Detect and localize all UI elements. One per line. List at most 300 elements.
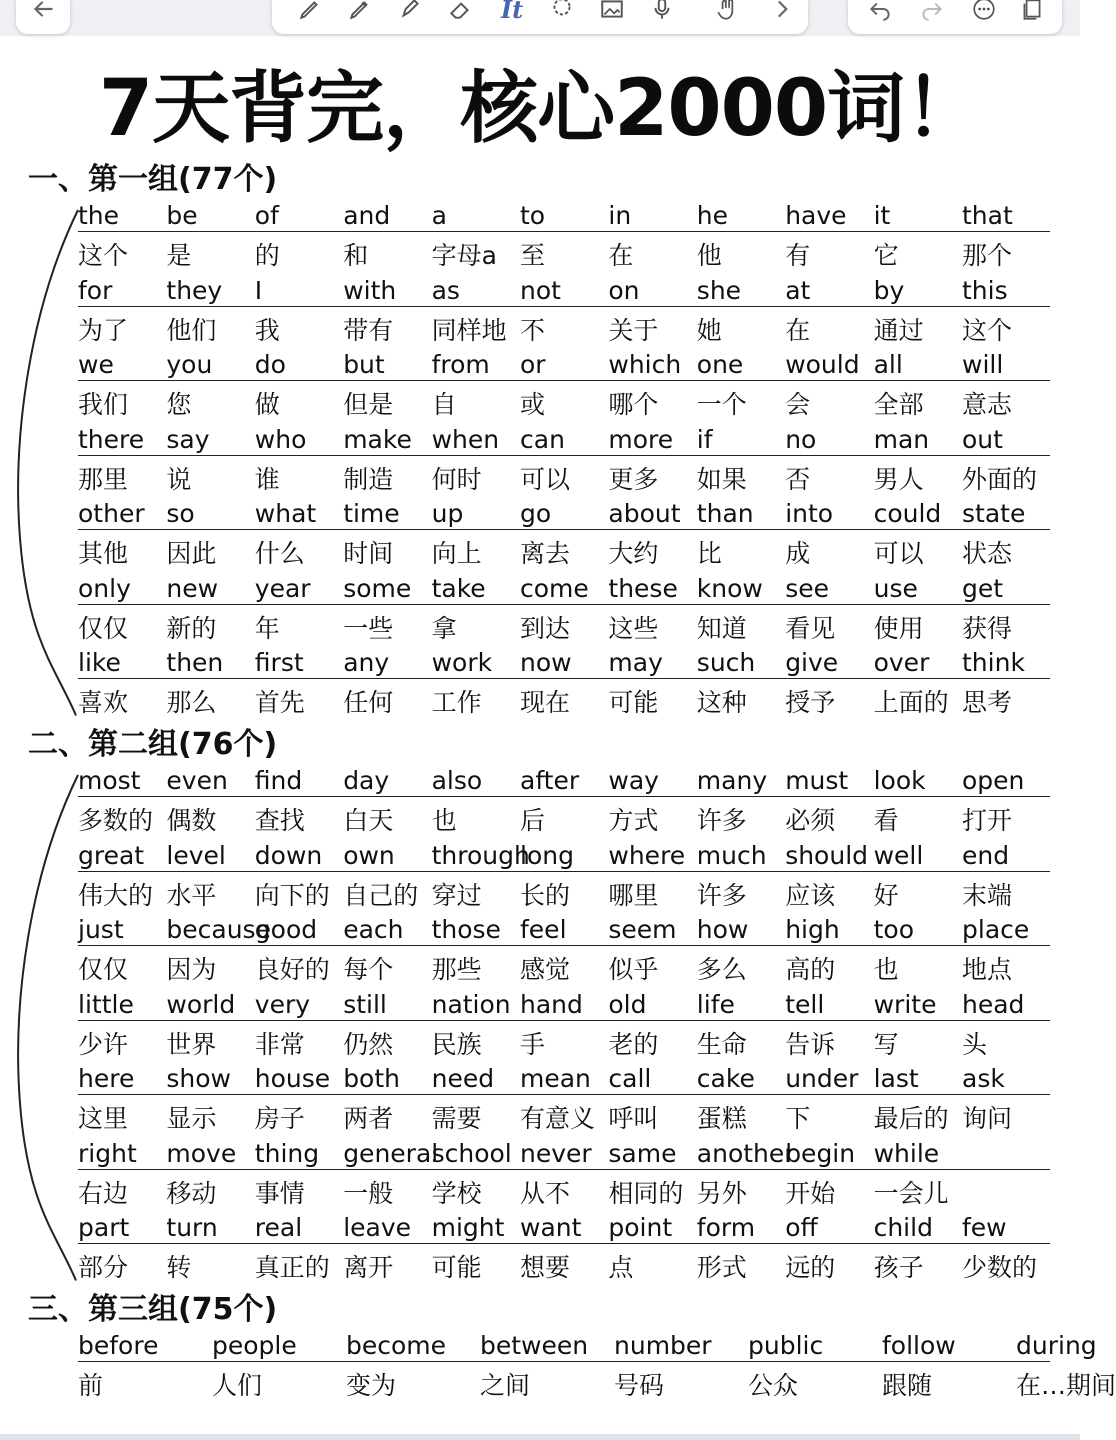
chinese-meaning: 自 xyxy=(431,390,457,419)
english-word: say xyxy=(166,424,210,454)
english-word: to xyxy=(520,201,546,230)
chinese-row xyxy=(78,1366,1116,1402)
more-dots-icon[interactable] xyxy=(970,0,998,24)
english-word: between xyxy=(480,1331,589,1360)
underline xyxy=(78,1020,1050,1021)
pen-icon[interactable] xyxy=(346,0,374,24)
chinese-meaning: 不 xyxy=(520,315,546,345)
english-word: which xyxy=(608,350,682,379)
english-word: there xyxy=(78,424,145,454)
english-word: who xyxy=(254,424,307,454)
english-word: take xyxy=(431,573,486,603)
chinese-meaning: 形式 xyxy=(696,1253,747,1282)
chinese-meaning: 在 xyxy=(785,315,811,345)
english-word: where xyxy=(608,840,686,870)
english-word: first xyxy=(254,648,304,677)
chinese-meaning: 因此 xyxy=(166,539,217,568)
english-word: what xyxy=(254,499,317,528)
chinese-meaning: 一个 xyxy=(696,390,747,419)
english-word: do xyxy=(254,350,286,379)
chinese-meaning: 哪个 xyxy=(608,390,659,419)
english-word: use xyxy=(873,573,918,603)
english-word: year xyxy=(254,573,311,603)
english-word: through xyxy=(431,840,530,870)
chinese-meaning: 否 xyxy=(785,464,811,494)
chinese-meaning: 会 xyxy=(785,390,811,419)
chinese-meaning: 更多 xyxy=(608,464,659,494)
english-word: one xyxy=(696,350,744,379)
english-row xyxy=(78,496,1050,532)
english-word: school xyxy=(431,1138,512,1168)
english-word: also xyxy=(431,766,483,795)
english-row xyxy=(78,347,1050,383)
english-word: both xyxy=(343,1064,400,1093)
chinese-meaning: 谁 xyxy=(254,464,280,494)
redo-icon[interactable] xyxy=(918,0,946,24)
english-word: high xyxy=(785,915,840,944)
english-word: than xyxy=(696,499,754,528)
chinese-meaning: 制造 xyxy=(343,464,394,494)
english-word: just xyxy=(78,915,124,944)
english-row xyxy=(78,422,1050,458)
chinese-meaning: 何时 xyxy=(431,464,482,494)
english-word: find xyxy=(254,766,303,795)
group-heading: 三、第三组(75个) xyxy=(28,1292,278,1327)
chinese-meaning: 的 xyxy=(254,241,280,270)
english-word: become xyxy=(346,1331,447,1360)
chinese-meaning: 如果 xyxy=(696,464,747,494)
english-row xyxy=(78,763,1050,799)
chinese-meaning: 哪里 xyxy=(608,880,659,910)
chinese-meaning: 必须 xyxy=(785,806,836,835)
chinese-meaning: 我 xyxy=(254,315,280,345)
english-word: look xyxy=(873,766,926,795)
chinese-meaning: 带有 xyxy=(343,315,394,345)
chinese-meaning: 号码 xyxy=(614,1371,665,1400)
chinese-meaning: 他 xyxy=(696,241,722,270)
english-word: while xyxy=(873,1138,940,1168)
english-word: under xyxy=(785,1064,859,1093)
chinese-meaning: 少数的 xyxy=(962,1253,1038,1282)
back-arrow-icon[interactable] xyxy=(29,0,57,24)
english-word: same xyxy=(608,1138,677,1168)
chinese-meaning: 公众 xyxy=(748,1371,799,1400)
chinese-meaning: 离去 xyxy=(520,539,571,568)
chinese-meaning: 询问 xyxy=(962,1104,1013,1133)
chinese-meaning: 每个 xyxy=(343,955,394,984)
chinese-meaning: 下 xyxy=(785,1104,811,1133)
english-word: little xyxy=(78,989,134,1019)
highlighter-icon[interactable] xyxy=(396,0,424,24)
chinese-meaning: 非常 xyxy=(254,1029,305,1059)
english-word: only xyxy=(78,573,131,603)
english-row xyxy=(78,987,1050,1023)
english-word: ask xyxy=(962,1064,1005,1093)
chinese-meaning: 因为 xyxy=(166,955,217,984)
english-word: with xyxy=(343,275,397,305)
underline xyxy=(78,1169,1050,1170)
chinese-meaning: 意志 xyxy=(962,390,1013,419)
chinese-meaning: 全部 xyxy=(873,390,924,419)
english-word: other xyxy=(78,499,145,528)
english-row xyxy=(78,912,1050,948)
chinese-meaning: 这里 xyxy=(78,1104,129,1133)
bracket-annotation xyxy=(0,771,80,1283)
chinese-meaning: 那里 xyxy=(78,464,129,494)
chinese-meaning: 同样地 xyxy=(431,315,507,345)
english-word: old xyxy=(608,989,647,1019)
english-word: much xyxy=(696,840,767,870)
english-word: tell xyxy=(785,989,825,1019)
chinese-row xyxy=(78,534,1050,570)
chinese-meaning: 外面的 xyxy=(962,464,1038,494)
english-word: any xyxy=(343,648,390,677)
chinese-meaning: 跟随 xyxy=(882,1371,933,1400)
chinese-meaning: 最后的 xyxy=(873,1104,949,1133)
chevron-right-icon[interactable] xyxy=(768,0,796,24)
english-word: house xyxy=(254,1064,331,1093)
chinese-meaning: 后 xyxy=(520,806,546,835)
chinese-meaning: 远的 xyxy=(785,1253,836,1282)
english-word: such xyxy=(696,648,756,677)
english-word: but xyxy=(343,350,385,379)
english-word: or xyxy=(520,350,546,379)
english-word: down xyxy=(254,840,323,870)
english-word: day xyxy=(343,766,390,795)
english-word: great xyxy=(78,840,145,870)
bracket-annotation xyxy=(0,206,80,718)
bottom-bar xyxy=(0,1434,1080,1440)
chinese-meaning: 另外 xyxy=(696,1178,747,1208)
chinese-meaning: 在…期间 xyxy=(1016,1371,1116,1400)
english-word: and xyxy=(343,201,391,230)
english-word: no xyxy=(785,424,817,454)
chinese-meaning: 什么 xyxy=(254,539,305,568)
chinese-meaning: 想要 xyxy=(520,1253,571,1282)
chinese-meaning: 许多 xyxy=(696,880,747,910)
english-word: new xyxy=(166,573,219,603)
microphone-icon[interactable] xyxy=(648,0,676,24)
english-word: time xyxy=(343,499,400,528)
english-word: most xyxy=(78,766,141,795)
undo-icon[interactable] xyxy=(866,0,894,24)
english-word: work xyxy=(431,648,493,677)
tools-pill xyxy=(272,0,808,34)
chinese-meaning: 人们 xyxy=(212,1371,263,1400)
english-word: can xyxy=(520,424,565,454)
english-row xyxy=(78,571,1050,607)
chinese-meaning: 上面的 xyxy=(873,688,949,717)
chinese-meaning: 地点 xyxy=(962,955,1013,984)
chinese-meaning: 做 xyxy=(254,390,280,419)
english-word: some xyxy=(343,573,412,603)
underline xyxy=(78,678,1050,679)
english-word: want xyxy=(520,1213,582,1242)
chinese-meaning: 点 xyxy=(608,1253,634,1282)
chinese-row xyxy=(78,1248,1050,1284)
underline xyxy=(78,945,1050,946)
chinese-meaning: 说 xyxy=(166,464,192,494)
chinese-meaning: 开始 xyxy=(785,1178,836,1208)
chinese-meaning: 从不 xyxy=(520,1178,571,1208)
back-pill xyxy=(16,0,70,34)
chinese-meaning: 任何 xyxy=(343,688,394,717)
chinese-meaning: 通过 xyxy=(873,315,924,345)
chinese-meaning: 可以 xyxy=(520,464,571,494)
chinese-meaning: 男人 xyxy=(873,464,924,494)
chinese-meaning: 需要 xyxy=(431,1104,482,1133)
chinese-meaning: 手 xyxy=(520,1029,546,1059)
english-word: very xyxy=(254,989,311,1019)
english-row xyxy=(78,1328,1097,1364)
chinese-meaning: 他们 xyxy=(166,315,217,345)
chinese-meaning: 移动 xyxy=(166,1178,217,1208)
english-word: off xyxy=(785,1213,818,1242)
english-word: still xyxy=(343,989,387,1019)
lasso-pen-icon[interactable] xyxy=(296,0,324,24)
english-word: know xyxy=(696,573,763,603)
english-word: we xyxy=(78,350,114,379)
chinese-meaning: 多数的 xyxy=(78,806,154,835)
chinese-meaning: 老的 xyxy=(608,1029,659,1059)
english-word: will xyxy=(962,350,1004,379)
english-word: public xyxy=(748,1331,824,1360)
chinese-meaning: 右边 xyxy=(78,1178,129,1208)
english-word: each xyxy=(343,915,404,944)
chinese-row xyxy=(78,683,1050,719)
lasso-select-icon[interactable] xyxy=(548,0,576,24)
chinese-row xyxy=(78,385,1050,421)
english-word: now xyxy=(520,648,572,677)
chinese-row xyxy=(78,1099,1050,1135)
chinese-meaning: 喜欢 xyxy=(78,688,129,717)
image-icon[interactable] xyxy=(598,0,626,24)
english-word: hand xyxy=(520,989,583,1019)
chinese-meaning: 或 xyxy=(520,390,546,419)
chinese-meaning: 时间 xyxy=(343,539,394,568)
chinese-meaning: 至 xyxy=(520,241,546,270)
chinese-meaning: 它 xyxy=(873,241,899,270)
english-word: even xyxy=(166,766,228,795)
english-word: leave xyxy=(343,1213,412,1242)
english-word: so xyxy=(166,499,195,528)
underline xyxy=(78,1361,1050,1362)
actions-pill xyxy=(848,0,1062,34)
chinese-meaning: 有意义 xyxy=(520,1104,596,1133)
english-word: up xyxy=(431,499,464,528)
english-word: before xyxy=(78,1331,159,1360)
english-word: may xyxy=(608,648,663,677)
english-word: at xyxy=(785,275,811,305)
chinese-meaning: 我们 xyxy=(78,390,129,419)
english-word: number xyxy=(614,1331,712,1360)
chinese-meaning: 现在 xyxy=(520,688,571,717)
chinese-meaning: 思考 xyxy=(962,688,1013,717)
english-word: see xyxy=(785,573,829,603)
english-word: life xyxy=(696,989,735,1019)
chinese-meaning: 显示 xyxy=(166,1104,217,1133)
chinese-meaning: 打开 xyxy=(962,806,1013,835)
underline xyxy=(78,604,1050,605)
chinese-row xyxy=(78,236,1050,272)
chinese-meaning: 使用 xyxy=(873,613,924,643)
chinese-meaning: 一会儿 xyxy=(873,1178,949,1208)
english-row xyxy=(78,645,1050,681)
chinese-meaning: 头 xyxy=(962,1029,988,1059)
english-word: then xyxy=(166,648,224,677)
chinese-meaning: 转 xyxy=(166,1253,192,1282)
chinese-meaning: 获得 xyxy=(962,613,1013,643)
chinese-meaning: 到达 xyxy=(520,613,571,643)
english-word: he xyxy=(696,201,729,230)
english-word: would xyxy=(785,350,860,379)
chinese-meaning: 一些 xyxy=(343,613,394,643)
chinese-meaning: 可能 xyxy=(608,688,659,717)
chinese-meaning: 高的 xyxy=(785,955,836,984)
english-word: on xyxy=(608,275,640,305)
chinese-meaning: 自己的 xyxy=(343,880,419,910)
underline xyxy=(78,1094,1050,1095)
english-word: how xyxy=(696,915,749,944)
english-word: might xyxy=(431,1213,505,1242)
chinese-meaning: 向下的 xyxy=(254,880,330,910)
chinese-row xyxy=(78,950,1050,986)
chinese-meaning: 应该 xyxy=(785,880,836,910)
english-row xyxy=(78,1136,1050,1172)
english-word: few xyxy=(962,1213,1007,1242)
english-word: mean xyxy=(520,1064,591,1093)
chinese-meaning: 少许 xyxy=(78,1029,129,1059)
english-word: child xyxy=(873,1213,933,1242)
chinese-meaning: 伟大的 xyxy=(78,880,154,910)
english-word: all xyxy=(873,350,903,379)
group-heading: 二、第二组(76个) xyxy=(28,727,278,762)
underline xyxy=(78,796,1050,797)
english-word: place xyxy=(962,915,1030,944)
chinese-meaning: 好 xyxy=(873,880,899,910)
chinese-meaning: 这种 xyxy=(696,688,747,717)
english-word: open xyxy=(962,766,1025,795)
chinese-meaning: 似乎 xyxy=(608,955,659,984)
chinese-row xyxy=(78,1174,1050,1210)
english-word: for xyxy=(78,275,113,305)
english-word: if xyxy=(696,424,713,454)
chinese-meaning: 之间 xyxy=(480,1371,531,1400)
english-word: they xyxy=(166,275,223,305)
chinese-meaning: 呼叫 xyxy=(608,1104,659,1133)
english-word: this xyxy=(962,275,1008,305)
english-word: part xyxy=(78,1213,130,1242)
chinese-meaning: 拿 xyxy=(431,613,457,643)
english-word: those xyxy=(431,915,501,944)
chinese-meaning: 和 xyxy=(343,241,369,270)
chinese-meaning: 其他 xyxy=(78,539,129,568)
english-word: in xyxy=(608,201,632,230)
english-word: go xyxy=(520,499,552,528)
english-word: could xyxy=(873,499,942,528)
chinese-meaning: 大约 xyxy=(608,539,659,568)
english-word: out xyxy=(962,424,1003,454)
eraser-icon[interactable] xyxy=(446,0,474,24)
chinese-meaning: 比 xyxy=(696,539,722,568)
chinese-meaning: 为了 xyxy=(78,315,129,345)
english-row xyxy=(78,198,1050,234)
english-word: long xyxy=(520,840,574,870)
chinese-meaning: 字母a xyxy=(431,241,497,270)
chinese-row xyxy=(78,1025,1050,1061)
english-word: make xyxy=(343,424,412,454)
english-word: seem xyxy=(608,915,677,944)
underline xyxy=(78,871,1050,872)
english-word: thing xyxy=(254,1138,320,1168)
english-word: you xyxy=(166,350,213,379)
english-word: show xyxy=(166,1064,232,1093)
chinese-meaning: 有 xyxy=(785,241,811,270)
english-row xyxy=(78,273,1050,309)
chinese-meaning: 仅仅 xyxy=(78,613,129,643)
chinese-row xyxy=(78,460,1050,496)
english-word: state xyxy=(962,499,1026,528)
english-word: come xyxy=(520,573,589,603)
english-word: good xyxy=(254,915,318,944)
english-word: because xyxy=(166,915,271,944)
chinese-meaning: 也 xyxy=(431,806,457,835)
pages-icon[interactable] xyxy=(1018,0,1046,24)
english-word: write xyxy=(873,989,937,1019)
english-word: more xyxy=(608,424,674,454)
chinese-meaning: 知道 xyxy=(696,613,747,643)
english-word: move xyxy=(166,1138,237,1168)
english-word: need xyxy=(431,1064,495,1093)
english-word: she xyxy=(696,275,742,305)
english-word: not xyxy=(520,275,561,305)
chinese-row xyxy=(78,311,1050,347)
chinese-meaning: 这些 xyxy=(608,613,659,643)
chinese-meaning: 可以 xyxy=(873,539,924,568)
english-word: feel xyxy=(520,915,567,944)
english-word: as xyxy=(431,275,460,305)
text-tool-icon[interactable]: It xyxy=(500,0,524,24)
english-word: should xyxy=(785,840,869,870)
underline xyxy=(78,231,1050,232)
page-title: 7天背完，核心2000词！ xyxy=(98,64,982,154)
chinese-meaning: 事情 xyxy=(254,1178,305,1208)
english-word: never xyxy=(520,1138,592,1168)
english-word: that xyxy=(962,201,1013,230)
english-word: man xyxy=(873,424,930,454)
english-word: into xyxy=(785,499,834,528)
english-word: many xyxy=(696,766,768,795)
english-word: way xyxy=(608,766,659,795)
english-word: I xyxy=(254,275,263,305)
english-word: give xyxy=(785,648,839,677)
chinese-meaning: 长的 xyxy=(520,880,571,910)
chinese-meaning: 变为 xyxy=(346,1371,397,1400)
english-word: about xyxy=(608,499,681,528)
chinese-meaning: 但是 xyxy=(343,390,394,419)
english-word: world xyxy=(166,989,236,1019)
english-word: cake xyxy=(696,1064,755,1093)
english-word: get xyxy=(962,573,1004,603)
chinese-meaning: 那么 xyxy=(166,688,217,717)
group-heading: 一、第一组(77个) xyxy=(28,162,278,197)
chinese-meaning: 状态 xyxy=(962,539,1013,568)
english-word: level xyxy=(166,840,226,870)
chinese-meaning: 许多 xyxy=(696,806,747,835)
underline xyxy=(78,529,1050,530)
english-word: real xyxy=(254,1213,303,1242)
hand-icon[interactable] xyxy=(714,0,742,24)
